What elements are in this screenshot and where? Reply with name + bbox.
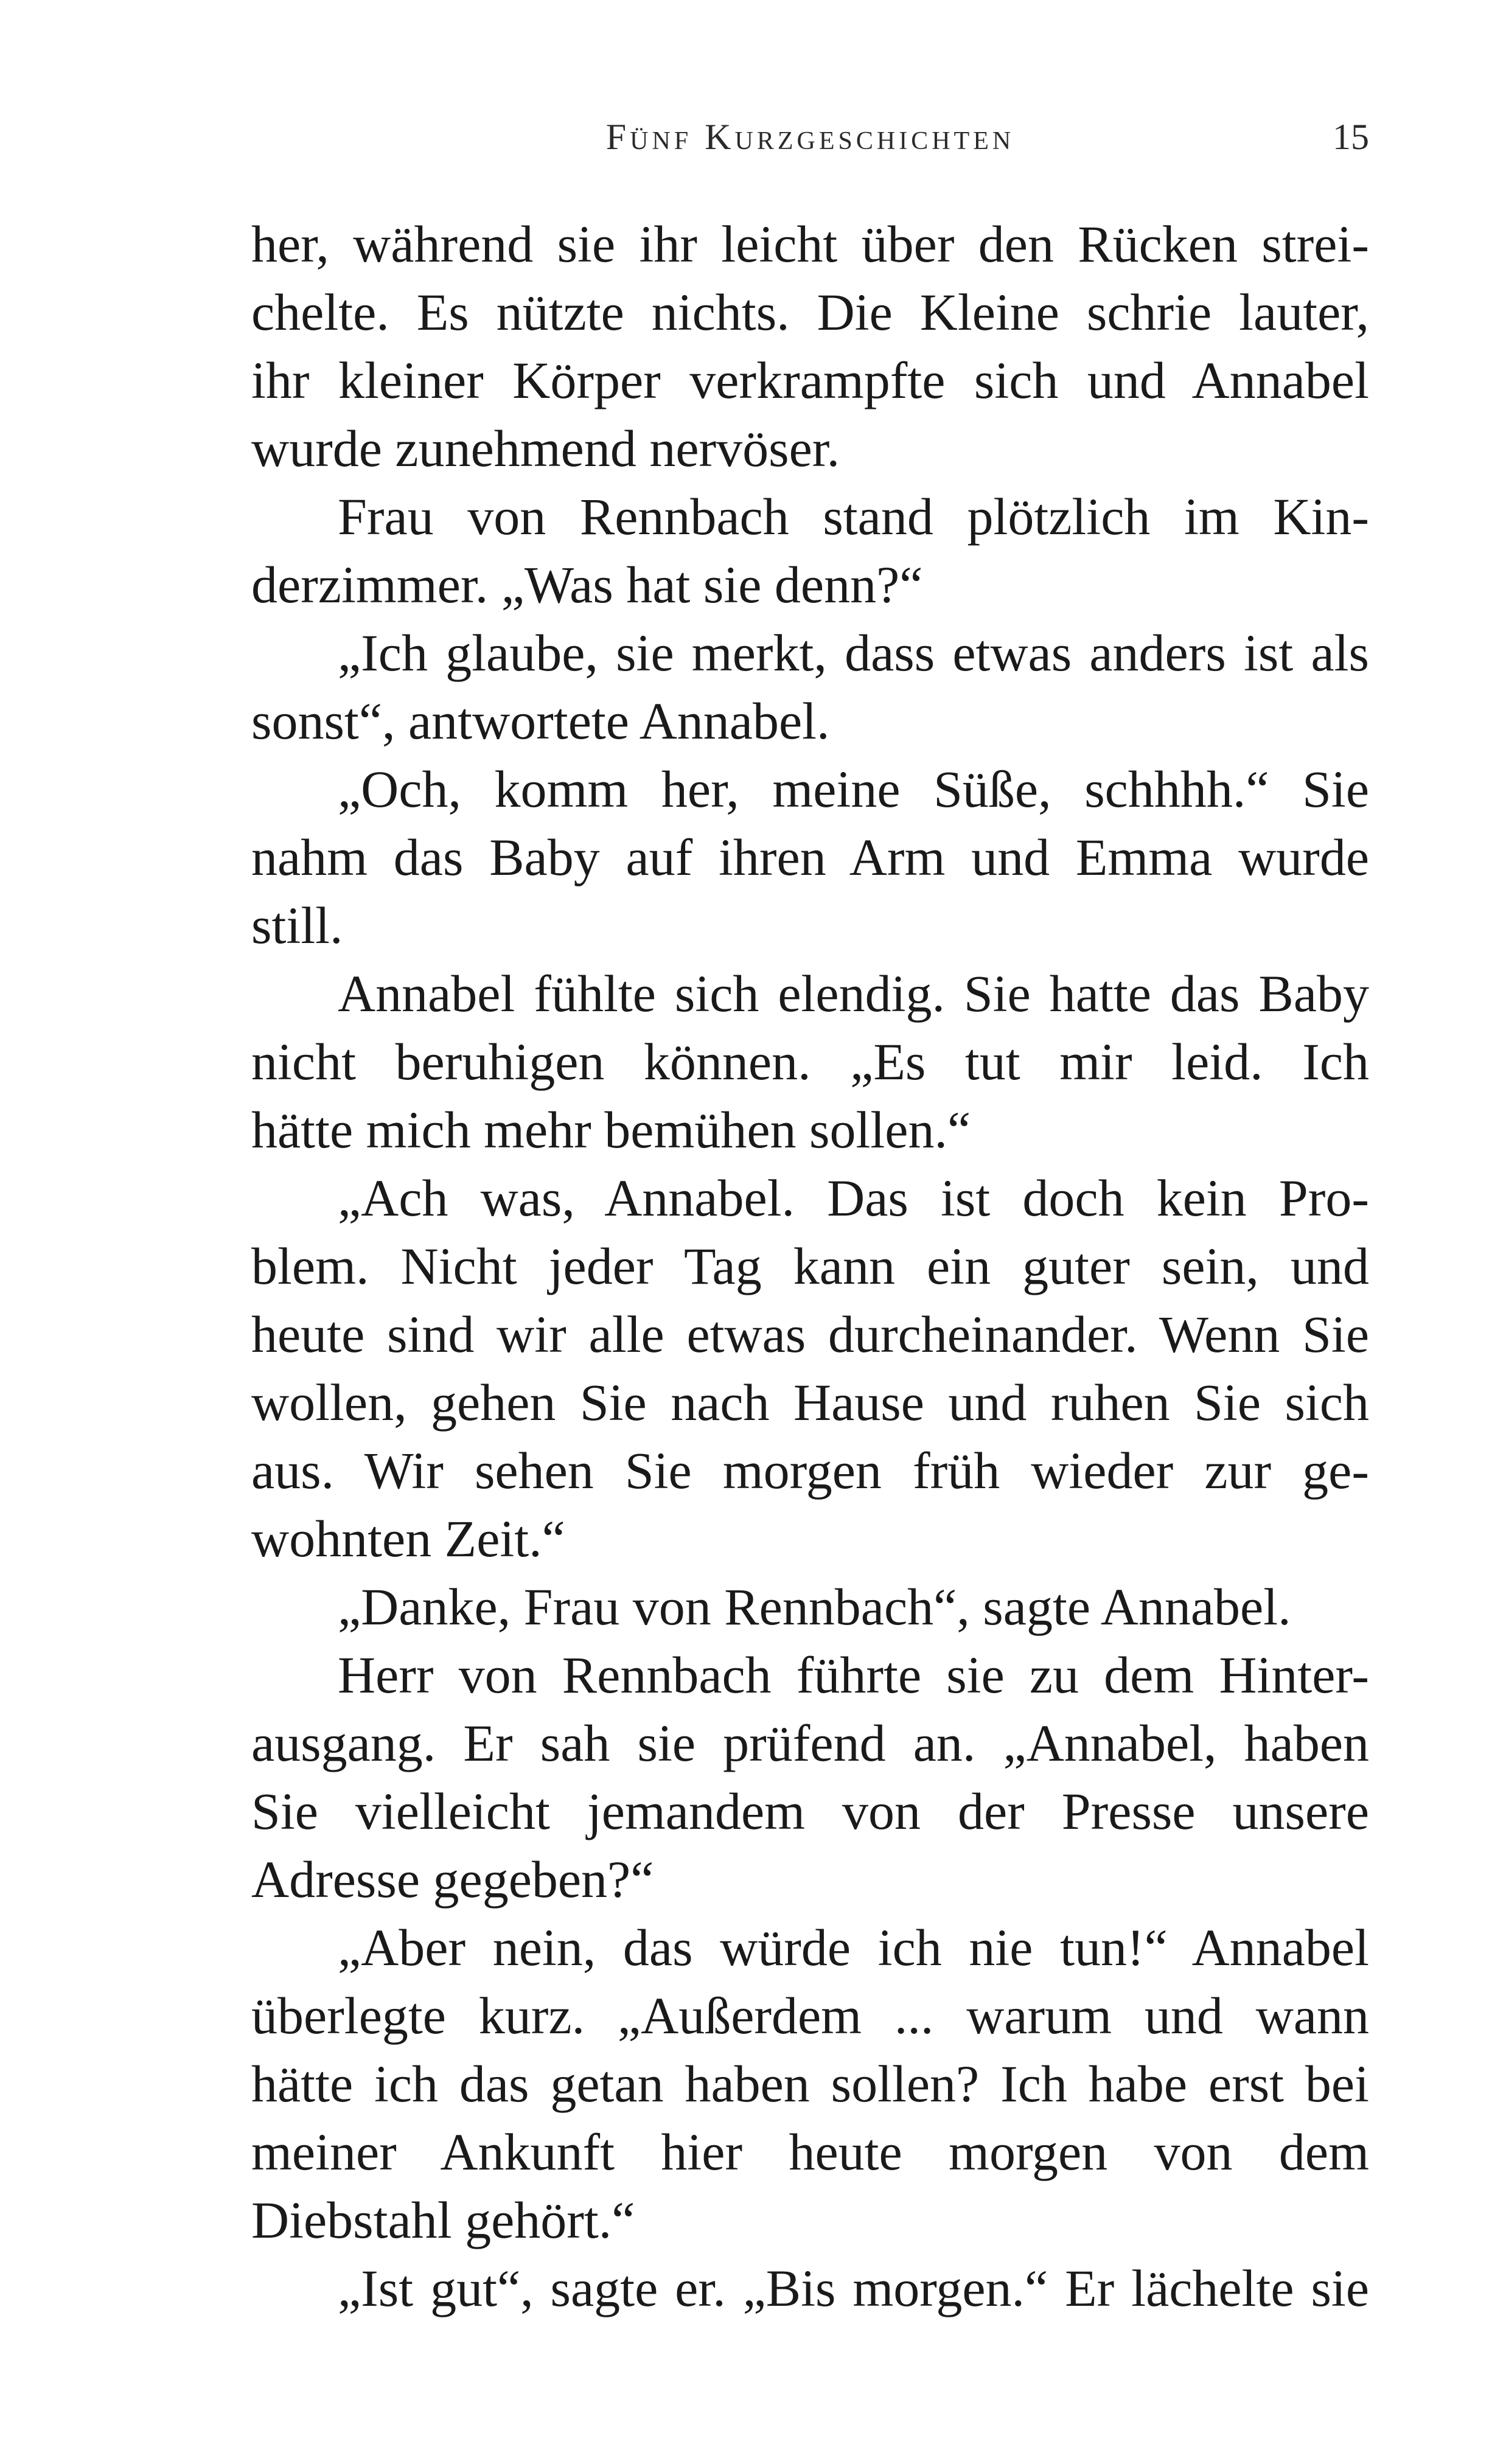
text-line: derzimmer. „Was hat sie denn?“ (251, 555, 923, 614)
text-line: aus. Wir sehen Sie morgen früh wieder zur ge- (251, 1441, 1369, 1500)
text-line: Diebstahl gehört.“ (251, 2191, 635, 2249)
text-line: nicht beruhigen können. „Es tut mir leid. Ich (251, 1032, 1369, 1091)
text-line: „Ist gut“, sagte er. „Bis morgen.“ Er lächelte sie (338, 2259, 1369, 2317)
text-line: „Aber nein, das würde ich nie tun!“ Annabel (338, 1918, 1369, 1977)
text-line: Frau von Rennbach stand plötzlich im Kin- (338, 487, 1369, 546)
running-header (251, 113, 1369, 161)
text-line: wollen, gehen Sie nach Hause und ruhen Sie sich (251, 1373, 1369, 1432)
text-line: blem. Nicht jeder Tag kann ein guter sein, und (251, 1237, 1369, 1295)
text-line: „Och, komm her, meine Süße, schhhh.“ Sie (338, 760, 1369, 818)
text-line: sonst“, antwortete Annabel. (251, 692, 830, 750)
text-line: ihr kleiner Körper verkrampfte sich und Annabel (251, 351, 1369, 409)
text-line: „Ach was, Annabel. Das ist doch kein Pro- (338, 1169, 1369, 1227)
text-line: Sie vielleicht jemandem von der Presse unsere (251, 1782, 1369, 1840)
text-line: überlegte kurz. „Außerdem ... warum und wann (251, 1986, 1369, 2045)
text-line: Annabel fühlte sich elendig. Sie hatte das Baby (338, 964, 1369, 1023)
text-line: meiner Ankunft hier heute morgen von dem (251, 2123, 1369, 2181)
text-line: „Danke, Frau von Rennbach“, sagte Annabel. (338, 1578, 1291, 1636)
text-line: hätte mich mehr bemühen sollen.“ (251, 1101, 971, 1159)
text-line: wohnten Zeit.“ (251, 1509, 565, 1568)
text-line: Adresse gegeben?“ (251, 1850, 654, 1909)
page-number: 15 (1333, 117, 1369, 157)
text-line: still. (251, 896, 343, 955)
running-title: Fünf Kurzgeschichten (605, 117, 1015, 157)
text-line: nahm das Baby auf ihren Arm und Emma wurde (251, 828, 1369, 886)
text-line: Herr von Rennbach führte sie zu dem Hinter- (338, 1646, 1369, 1704)
text-line: hätte ich das getan haben sollen? Ich habe erst bei (251, 2055, 1369, 2113)
text-line: chelte. Es nützte nichts. Die Kleine schrie lauter, (251, 283, 1369, 341)
text-line: ausgang. Er sah sie prüfend an. „Annabel, haben (251, 1714, 1369, 1772)
text-line: „Ich glaube, sie merkt, dass etwas anders ist als (338, 624, 1369, 682)
text-line: heute sind wir alle etwas durcheinander. Wenn Sie (251, 1305, 1369, 1363)
text-line: her, während sie ihr leicht über den Rücken strei- (251, 215, 1369, 273)
text-line: wurde zunehmend nervöser. (251, 419, 840, 478)
body-text (251, 210, 1369, 2322)
